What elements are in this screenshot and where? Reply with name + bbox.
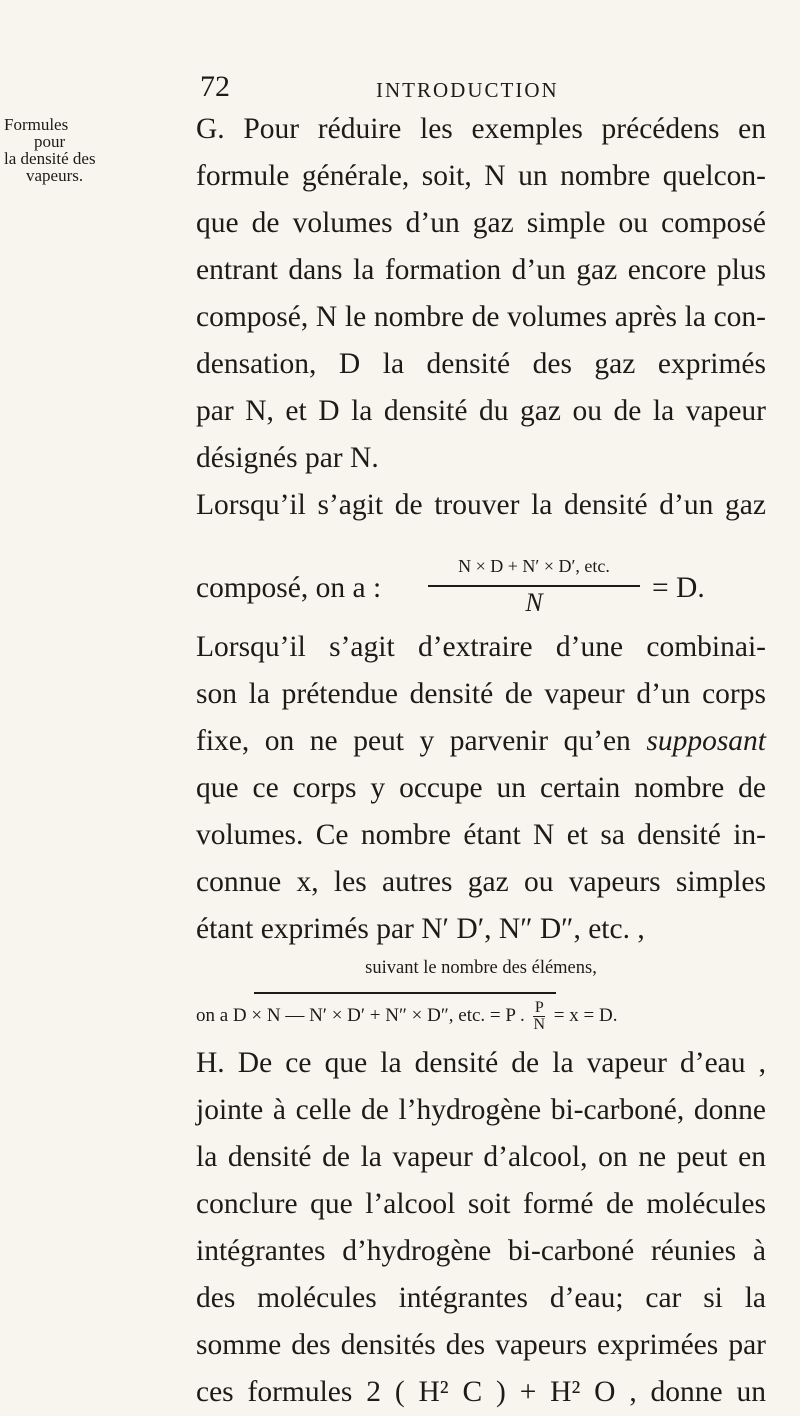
text-line: Lorsqu’il s’agit d’extraire d’une combinai- — [196, 631, 766, 663]
paragraph-2 — [196, 624, 766, 953]
formula-expression-text: on a D × N — N′ × D′ + N″ × D″, etc. = P . — [196, 1004, 525, 1026]
text-line: que de volumes d’un gaz simple ou composé — [196, 207, 766, 239]
formula-overline — [254, 992, 556, 994]
margin-note-line: Formules — [4, 115, 69, 134]
margin-note-line: la densité des — [4, 149, 96, 168]
text-line: volumes. Ce nombre étant N et sa densité in- — [196, 819, 766, 851]
text-line-with-italic — [196, 718, 766, 765]
paragraph-h — [196, 1040, 766, 1416]
fraction-denominator: N — [525, 588, 543, 617]
paragraph-g — [196, 106, 766, 529]
formula-tail-text: = x = D. — [553, 1004, 618, 1026]
text-line: étant exprimés par N′ D′, N″ D″, etc. , — [196, 913, 645, 945]
text-line: désignés par N. — [196, 442, 379, 474]
text-line: somme des densités des vapeurs exprimées par — [196, 1329, 766, 1361]
formula-result: = D. — [652, 572, 705, 604]
running-title: INTRODUCTION — [376, 78, 559, 102]
page-header — [200, 70, 740, 110]
text-line: densation, D la densité des gaz exprimés — [196, 348, 766, 380]
text-line: Lorsqu’il s’agit de trouver la densité d’un gaz — [196, 489, 766, 521]
text-line: H. De ce que la densité de la vapeur d’eau , — [196, 1047, 766, 1079]
text-line: par N, et D la densité du gaz ou de la vapeur — [196, 395, 766, 427]
small-fraction-numerator: P — [534, 999, 544, 1016]
small-fraction-denominator: N — [533, 1016, 546, 1033]
text-line: formule générale, soit, N un nombre quelcon- — [196, 160, 766, 192]
formula-subnote: suivant le nombre des élémens, — [365, 958, 597, 978]
fraction-bar — [428, 585, 640, 587]
text-line: conclure que l’alcool soit formé de molécules — [196, 1188, 766, 1220]
text-line: des molécules intégrantes d’eau; car si la — [196, 1282, 766, 1314]
margin-note — [4, 116, 144, 184]
formula-fraction — [428, 556, 640, 622]
formula-expression — [196, 1000, 617, 1033]
density-formula — [196, 556, 766, 624]
text-line: jointe à celle de l’hydrogène bi-carboné, donne — [196, 1094, 766, 1126]
text-line: connue x, les autres gaz ou vapeurs simples — [196, 866, 766, 898]
text-line: la densité de la vapeur d’alcool, on ne peut en — [196, 1141, 766, 1173]
text-line: ces formules 2 ( H² C ) + H² O , donne un — [196, 1376, 766, 1408]
text-line: G. Pour réduire les exemples précédens en — [196, 113, 766, 145]
margin-note-line: vapeurs. — [26, 166, 84, 185]
combination-formula — [196, 990, 766, 1040]
text-line: que ce corps y occupe un certain nombre de — [196, 772, 766, 804]
page-number: 72 — [200, 70, 230, 103]
text-line: intégrantes d’hydrogène bi-carboné réunies à — [196, 1235, 766, 1267]
text-line: composé, N le nombre de volumes après la con- — [196, 301, 766, 333]
fraction-numerator: N × D + N′ × D′, etc. — [458, 556, 610, 576]
text-line: son la prétendue densité de vapeur d’un corps — [196, 678, 766, 710]
formula-small-fraction — [533, 1000, 545, 1033]
formula-lead-text: composé, on a : — [196, 572, 382, 604]
text-line: entrant dans la formation d’un gaz encore plus — [196, 254, 766, 286]
margin-note-line: pour — [34, 132, 66, 151]
italic-word: supposant — [646, 725, 767, 757]
text-segment: fixe, on ne peut y parvenir qu’en — [196, 725, 631, 757]
